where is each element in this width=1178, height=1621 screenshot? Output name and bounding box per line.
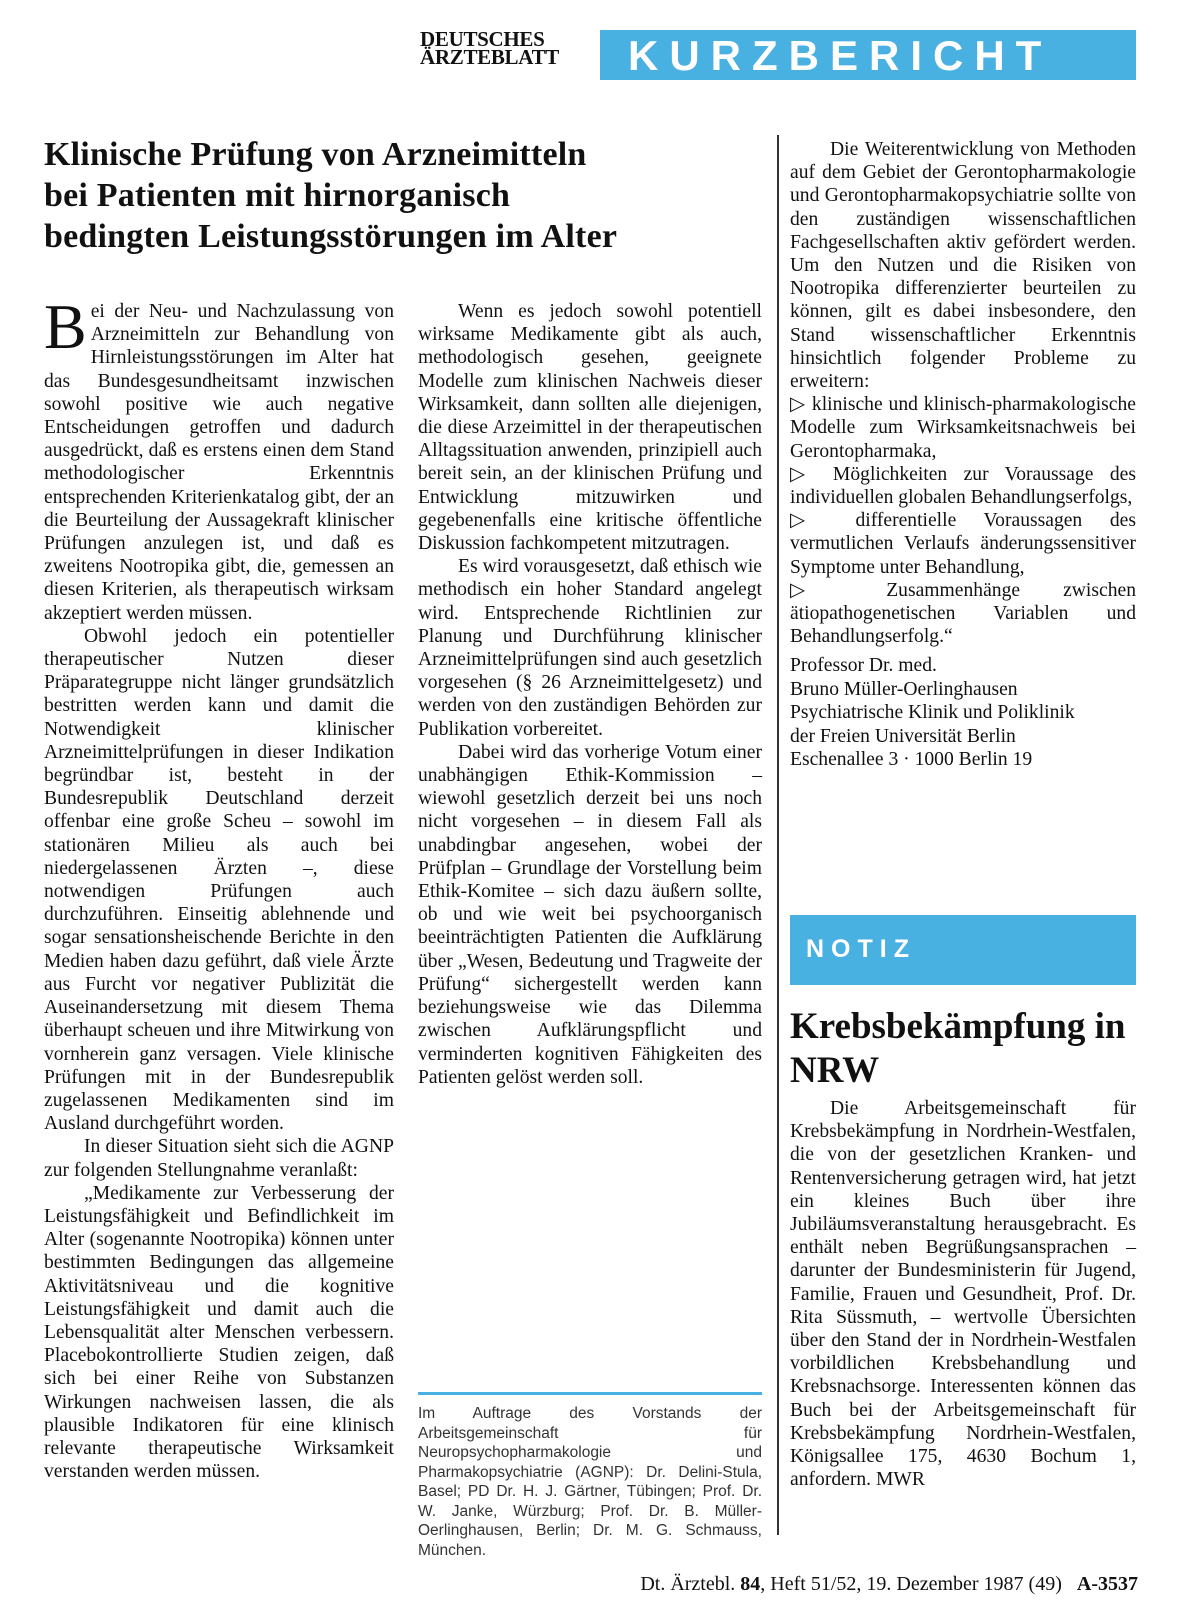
author-signature — [790, 654, 1136, 772]
bullet-item: ▷ Zusammenhänge zwischen ätiopathogenetischen Variablen und Behandlungserfolg.“ — [790, 579, 1136, 648]
article-column-2 — [418, 300, 762, 1089]
paragraph — [44, 291, 394, 625]
notiz-label: NOTIZ — [806, 935, 916, 963]
signature-line: Psychiatrische Klinik und Poliklinik — [790, 702, 1075, 724]
title-line: Klinische Prüfung von Arzneimitteln — [44, 136, 587, 173]
drop-cap: B — [44, 291, 87, 362]
footnote: Im Auftrage des Vorstands der Arbeitsgemeinschaft für Neuropsychopharmakologie und Pharmakopsychiatrie (AGNP): Dr. Delini-Stula, Basel; PD Dr. H. J. Gärtner, Tübingen; Prof. Dr. W. Janke, Würzburg; Prof. Dr. B. Müller-Oerlinghausen, Berlin; Dr. M. G. Schmauss, München. — [418, 1405, 762, 1559]
page-footer — [548, 1573, 1138, 1596]
paragraph-text: ei der Neu- und Nachzulassung von Arzneimitteln zur Behandlung von Hirnleistungsstörungen im Alter hat das Bundesgesundheitsamt inzwischen sowohl positive wie auch negative Entscheidungen getroffen und dadurch ausgedrückt, daß es erstens einen dem Stand methodologischer Erkenntnis entsprechenden Kriterienkatalog gibt, der an die Beurteilung der Aussagekraft klinischer Prüfungen anzulegen ist, und daß es zweitens Nootropika gibt, die, gemessen an diesen Kriterien, als therapeutisch wirksam akzeptiert werden müssen. — [44, 301, 394, 624]
masthead — [420, 27, 580, 69]
paragraph: Es wird vorausgesetzt, daß ethisch wie methodisch ein hoher Standard angelegt wird. Entsprechende Richtlinien zur Planung und Durchführung klinischer Arzneimittelprüfungen sind auch gesetzlich vorgesehen (§ 26 Arzneimittelgesetz) und werden von den zuständigen Behörden zur Publikation vorbereitet. — [418, 556, 762, 740]
paragraph: Die Arbeitsgemeinschaft für Krebsbekämpfung in Nordrhein-Westfalen, die von der gesetzlichen Kranken- und Rentenversicherung getragen wird, hat jetzt ein kleines Buch über ihre Jubiläumsveranstaltung herausgebracht. Es enthält neben Begrüßungsansprachen – darunter der Bundesministerin für Jugend, Familie, Frauen und Gesundheit, Prof. Dr. Rita Süssmuth, – wertvolle Übersichten über den Stand der in Nordrhein-Westfalen vorbildlichen Krebsbehandlung und Krebsnachsorge. Interessenten können das Buch bei der Arbeitsgemeinschaft für Krebsbekämpfung Nordrhein-Westfalen, Königsallee 175, 4630 Bochum 1, anfordern. MWR — [790, 1098, 1136, 1491]
article-column-3 — [790, 138, 1136, 772]
bullet-item: ▷ differentielle Voraussagen des vermutlichen Verlaufs änderungssensitiver Symptome unter Behandlung, — [790, 510, 1136, 578]
paragraph: In dieser Situation sieht sich die AGNP zur folgenden Stellungnahme veranlaßt: — [44, 1136, 394, 1181]
column-divider — [777, 135, 779, 1535]
paragraph: Dabei wird das vorherige Votum einer unabhängigen Ethik-Kommission – wiewohl gesetzlich derzeit bei uns noch nicht vorgesehen – in diesem Fall als unabdingbar angesehen, wobei der Prüfplan – Grundlage der Vorstellung beim Ethik-Komitee – sich dazu äußern sollte, ob und wie weit bei psychoorganisch beeinträchtigten Patienten die Aufklärung über „Wesen, Bedeutung und Tragweite der Prüfung“ sichergestellt werden kann beziehungsweise wie das Dilemma zwischen Aufklärungspflicht und verminderten kognitiven Fähigkeiten des Patienten gelöst werden soll. — [418, 741, 762, 1088]
article-column-1 — [44, 291, 394, 1483]
paragraph: „Medikamente zur Verbesserung der Leistungsfähigkeit und Befindlichkeit im Alter (sogenannte Nootropika) können unter bestimmten Bedingungen das allgemeine Aktivitätsniveau und die kognitive Leistungsfähigkeit und damit auch die Lebensqualität alter Menschen verbessern. Placebokontrollierte Studien zeigen, daß sich bei einer Reihe von Substanzen Wirkungen nachweisen lassen, die als plausible Indikatoren für eine klinisch relevante therapeutische Wirksamkeit verstanden werden müssen. — [44, 1182, 394, 1483]
title-line: bedingten Leistungsstörungen im Alter — [44, 218, 618, 255]
bullet-item: ▷ klinische und klinisch-pharmakologische Modelle zum Wirksamkeitsnachweis bei Gerontopharmaka, — [790, 394, 1136, 462]
article-title — [44, 134, 774, 257]
paragraph: Die Weiterentwicklung von Methoden auf dem Gebiet der Gerontopharmakologie und Gerontopharmakopsychiatrie sollte von den zuständigen wissenschaftlichen Fachgesellschaften aktiv gefördert werden. Um den Nutzen und die Risiken von Nootropika differenzierter beurteilen zu können, gilt es dabei insbesondere, den Stand wissenschaftlicher Erkenntnis hinsichtlich folgender Probleme zu erweitern: — [790, 139, 1136, 393]
notiz-banner — [790, 915, 1136, 985]
volume-number: 84 — [740, 1573, 761, 1595]
issue-info: , Heft 51/52, 19. Dezember 1987 (49) — [760, 1573, 1062, 1595]
notiz-title: Krebsbekämpfung in NRW — [790, 1006, 1126, 1091]
signature-line: der Freien Universität Berlin — [790, 725, 1016, 747]
paragraph: Wenn es jedoch sowohl potentiell wirksame Medikamente gibt als auch, methodologisch gesehen, geeignete Modelle zum klinischen Nachweis dieser Wirksamkeit, dann sollten alle diejenigen, die diese Arzeimittel in der therapeutischen Alltagssituation anwenden, prinzipiell auch bereit sein, an der klinischen Prüfung und Entwicklung mitzuwirken und gegebenenfalls eine kritische öffentliche Diskussion fachkompetent mitzutragen. — [418, 301, 762, 555]
bullet-item: ▷ Möglichkeiten zur Voraussage des individuellen globalen Behandlungserfolgs, — [790, 463, 1136, 509]
footnote-rule — [418, 1392, 762, 1395]
section-banner — [600, 30, 1136, 80]
journal-name: Dt. Ärztebl. — [640, 1573, 736, 1595]
paragraph: Obwohl jedoch ein potentieller therapeutischer Nutzen dieser Präparategruppe nicht länger grundsätzlich bestritten werden kann und damit die Notwendigkeit klinischer Arzneimittelprüfungen in dieser Indikation begründbar ist, besteht in der Bundesrepublik Deutschland derzeit offenbar eine große Scheu – sowohl im stationären Milieu als auch bei niedergelassenen Ärzten –, diese notwendigen Prüfungen auch durchzuführen. Einseitig ablehnende und sogar sensationsheischende Berichte in den Medien haben dazu geführt, daß viele Ärzte aus Furcht vor negativer Publizität die Auseinandersetzung mit diesem Thema überhaupt scheuen und ihre Mitwirkung von vornherein ganz versagen. Viele klinische Prüfungen mit in der Bundesrepublik zugelassenen Medikamenten sind im Ausland durchgeführt worden. — [44, 625, 394, 1135]
masthead-line-2: ÄRZTEBLATT — [420, 45, 559, 69]
notiz-body — [790, 1097, 1136, 1491]
masthead-line-1: DEUTSCHES — [420, 27, 545, 51]
signature-line: Eschenallee 3 · 1000 Berlin 19 — [790, 749, 1033, 771]
section-label: KURZBERICHT — [628, 32, 1053, 79]
signature-line: Professor Dr. med. — [790, 655, 937, 677]
title-line: bei Patienten mit hirnorganisch — [44, 177, 511, 214]
signature-line: Bruno Müller-Oerlinghausen — [790, 678, 1018, 700]
page-number: A-3537 — [1076, 1573, 1138, 1595]
